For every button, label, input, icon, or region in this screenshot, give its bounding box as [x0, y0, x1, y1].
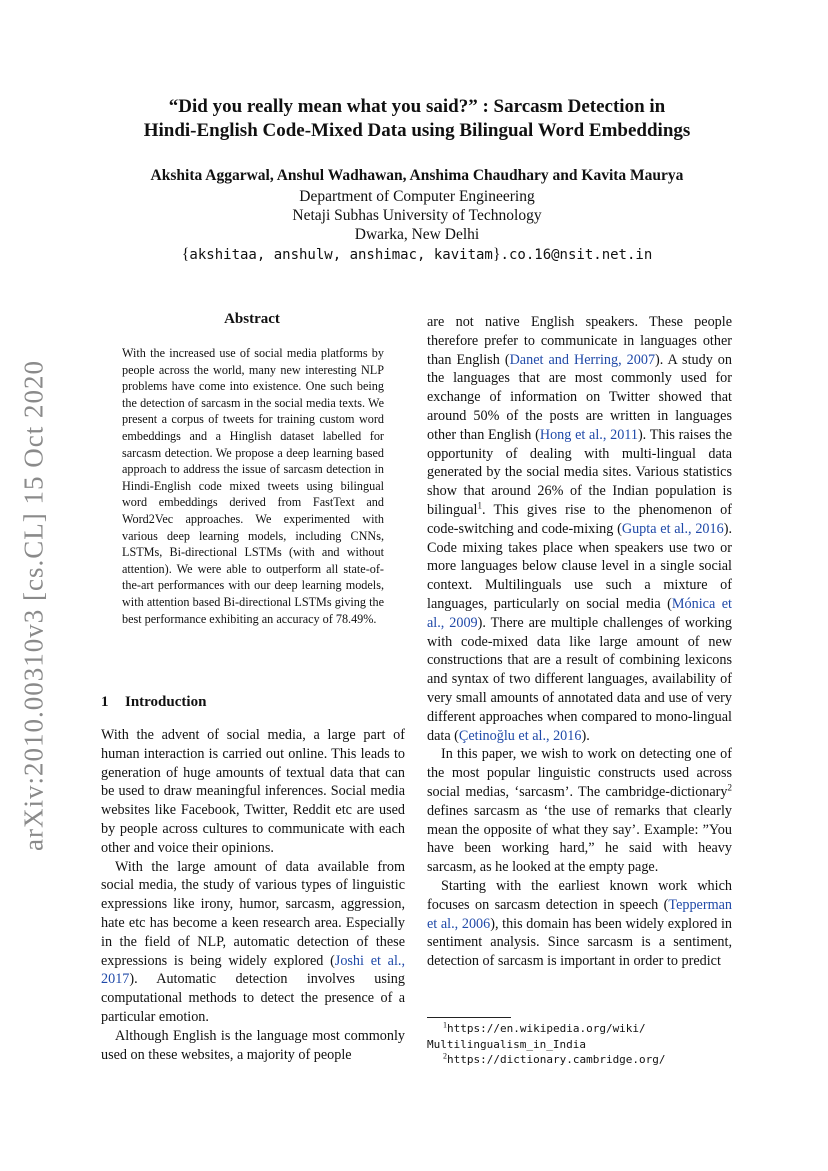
- footnote-divider: [427, 1017, 511, 1018]
- text-run: With the large amount of data available from social media, the study of various types of linguistic expressions like irony, humor, sarcasm, aggression, hate etc has become a keen research area. Especially in the field of NLP, automatic detection of these expressions is being widely explored (: [101, 858, 405, 969]
- text-run: are not native English speakers. These people therefore prefer to communicate in languages other than English (: [427, 314, 732, 368]
- citation-link[interactable]: Danet and Herring, 2007: [509, 351, 656, 368]
- intro-paragraph-3: Although English is the language most commonly used on these websites, a majority of people: [101, 1027, 405, 1063]
- footnotes: [427, 1021, 732, 1068]
- footnote-2-url[interactable]: https://dictionary.cambridge.org/: [447, 1053, 666, 1066]
- arxiv-stamp: [14, 360, 54, 860]
- right-column: [427, 313, 732, 971]
- text-run: defines sarcasm as ‘the use of remarks that clearly mean the opposite of what they say’. Example: ”You have been working hard,” he said with heavy sarcasm, as he looked at the empty page.: [427, 802, 732, 876]
- abstract-heading: Abstract: [224, 311, 280, 327]
- left-column: [101, 726, 405, 1064]
- footnote-1-mark: 1: [443, 1020, 447, 1030]
- text-run: ). A study on the languages that are most commonly used for exchange of information on Twitter showed that around 50% of the posts are written in languages other than English (: [427, 351, 732, 443]
- footnote-1-url[interactable]: https://en.wikipedia.org/wiki/: [447, 1022, 646, 1035]
- affiliation-location: Dwarka, New Delhi: [354, 226, 480, 243]
- right-paragraph-1: [427, 313, 732, 745]
- citation-link[interactable]: Joshi et al., 2017: [101, 952, 405, 988]
- title-line-2: Hindi-English Code-Mixed Data using Bilingual Word Embeddings: [143, 120, 691, 141]
- text-run: In this paper, we wish to work on detecting one of the most popular linguistic constructs used across social medias, ‘sarcasm’. The cambridge-dictionary: [427, 746, 732, 800]
- section-number: 1: [101, 694, 109, 710]
- affiliation-department: Department of Computer Engineering: [299, 188, 535, 205]
- paper-title: [100, 95, 734, 143]
- citation-link[interactable]: Çetinoğlu et al., 2016: [458, 727, 582, 744]
- citation-link[interactable]: Hong et al., 2011: [539, 426, 638, 443]
- citation-link[interactable]: Tepperman et al., 2006: [427, 896, 732, 932]
- intro-paragraph-2: [101, 858, 405, 1027]
- text-run: ). Automatic detection involves using computational methods to detect the presence of a particular emotion.: [101, 971, 405, 1025]
- email-open-brace: {: [181, 246, 190, 263]
- text-run: ). Code mixing takes place when speakers use two or more languages below clause level in a single social context. Multilinguals use such a mixture of languages, particularly on social media (: [427, 520, 732, 612]
- intro-paragraph-1: With the advent of social media, a large part of human interaction is carried out online. This leads to generation of huge amounts of textual data that can be used to draw meaningful inferences. Social media websites like Facebook, Twitter, Reddit etc are used by people across cultures to communicate with each other and voice their opinions.: [101, 727, 405, 856]
- text-run: ). This raises the opportunity of dealing with multi-lingual data generated by the social media sites. Various statistics show that around 26% of the Indian population is bilingual: [427, 426, 732, 518]
- text-run: ), this domain has been widely explored in sentiment analysis. Since sarcasm is a sentiment, detection of sarcasm is important in order to predict: [427, 915, 732, 970]
- affiliation-university: Netaji Subhas University of Technology: [292, 207, 542, 224]
- email-domain: .co.16@nsit.net.in: [500, 247, 653, 263]
- footnote-marker[interactable]: 1: [477, 500, 482, 511]
- text-run: . This gives rise to the phenomenon of code-switching and code-mixing (: [427, 501, 732, 537]
- email-close-brace: }: [492, 246, 501, 263]
- title-line-1: “Did you really mean what you said?” : Sarcasm Detection in: [168, 96, 666, 117]
- section-heading-introduction: [101, 694, 206, 711]
- text-run: ). There are multiple challenges of working with code-mixed data like large amount of new constructions that are a result of combining lexicons and syntax of two different languages, availability of very small amounts of annotated data and use of very different approaches when compared to mono-lingual data (: [427, 614, 732, 744]
- abstract-body: With the increased use of social media platforms by people across the world, many new interesting NLP problems have come into existence. One such being the detection of sarcasm in the social media texts. We present a corpus of tweets for training custom word embeddings and a Hinglish dataset labelled for sarcasm detection. We propose a deep learning based approach to address the issue of sarcasm detection in Hindi-English code mixed tweets using bilingual word embeddings derived from FastText and Word2Vec approaches. We experimented with various deep learning models, including CNNs, LSTMs, Bi-directional LSTMs (with and without attention). We were able to outperform all state-of-the-art performances with our deep learning models, with attention based Bi-directional LSTMs giving the best performance exhibiting an accuracy of 78.49%.: [122, 346, 384, 626]
- footnote-2[interactable]: [427, 1052, 732, 1068]
- right-paragraph-3: [427, 877, 732, 971]
- author-list: Akshita Aggarwal, Anshul Wadhawan, Anshima Chaudhary and Kavita Maurya: [150, 167, 684, 184]
- citation-link[interactable]: Gupta et al., 2016: [621, 520, 724, 537]
- footnote-2-mark: 2: [443, 1051, 447, 1061]
- right-paragraph-2: [427, 745, 732, 877]
- arxiv-id[interactable]: arXiv:2010.00310v3 [cs.CL] 15 Oct 2020: [18, 360, 49, 851]
- footnote-marker[interactable]: 2: [727, 782, 732, 793]
- footnote-1[interactable]: [427, 1021, 732, 1037]
- author-emails: [100, 246, 734, 264]
- footnote-1-continued[interactable]: Multilingualism_in_India: [427, 1037, 586, 1051]
- text-run: ).: [581, 727, 590, 744]
- section-title: Introduction: [125, 694, 207, 710]
- citation-link[interactable]: Mónica et al., 2009: [427, 595, 732, 631]
- text-run: Starting with the earliest known work which focuses on sarcasm detection in speech (: [427, 877, 732, 913]
- email-names: akshitaa, anshulw, anshimac, kavitam: [189, 247, 493, 263]
